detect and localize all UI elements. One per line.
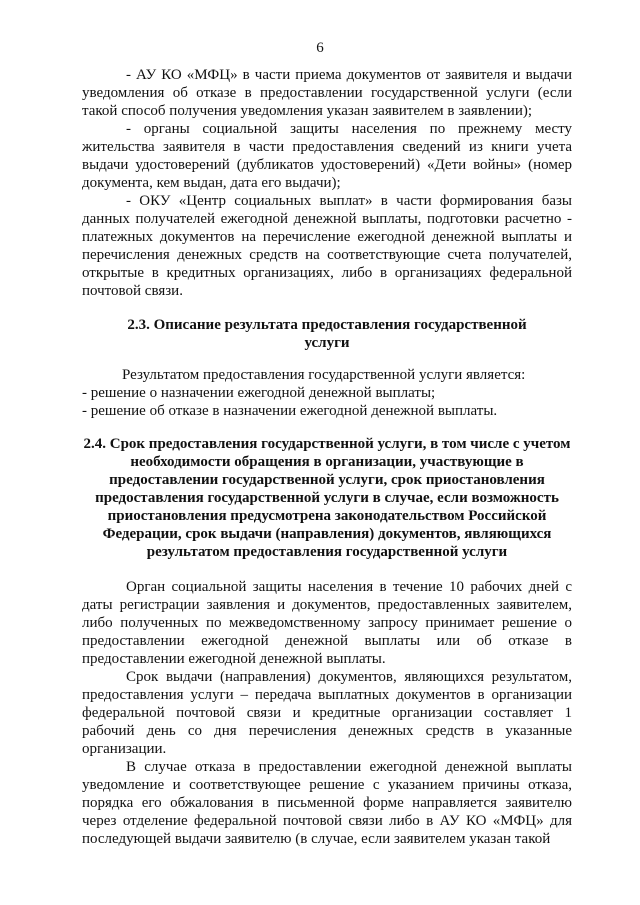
paragraph-refusal-notice: В случае отказа в предоставлении ежегодной денежной выплаты уведомление и соответствующее решение с указанием причины отказа, порядка его обжалования в письменной форме направляется заявителю через отделение федеральной почтовой связи либо в АУ КО «МФЦ» для последующей выдачи заявителю (в случае, если заявителем указан такой	[82, 759, 572, 847]
paragraph-issuance-term: Срок выдачи (направления) документов, являющихся результатом, предоставления услуги – передача выплатных документов в организации федеральной почтовой связи и кредитные организации составляет 1 рабочий день со дня перечисления денежных средств в указанные организации.	[82, 669, 572, 757]
section-2-4-body	[82, 578, 572, 848]
section-2-3-heading-line1: 2.3. Описание результата предоставления государственной	[127, 317, 527, 333]
result-item-grant: - решение о назначении ежегодной денежной выплаты;	[82, 385, 436, 401]
paragraph-oku: - ОКУ «Центр социальных выплат» в части формирования базы данных получателей ежегодной денежной выплаты, подготовки расчетно - платежных документов на перечисление ежегодной денежной выплаты и перечисления денежных средств на соответствующие счета получателей, открытые в кредитных организациях, либо в организациях федеральной почтовой связи.	[82, 193, 572, 299]
paragraph-decision-term: Орган социальной защиты населения в течение 10 рабочих дней с даты регистрации заявления и документов, предоставленных заявителем, либо полученных по межведомственному запросу принимает решение о предоставлении ежегодной денежной выплаты или об отказе в предоставлении ежегодной денежной выплаты.	[82, 579, 572, 667]
section-2-4-heading-text: 2.4. Срок предоставления государственной услуги, в том числе с учетом необходимости обращения в организации, участвующие в предоставлении государственной услуги, срок приостановления предоставления государственной услуги в случае, если возможность приостановления предусмотрена законодательством Российской Федерации, срок выдачи (направления) документов, являющихся результатом предоставления государственной услуги	[83, 436, 571, 560]
section-2-3-heading	[82, 316, 572, 352]
intro-participants-list	[82, 66, 572, 300]
result-item-refusal: - решение об отказе в назначении ежегодной денежной выплаты.	[82, 403, 498, 419]
section-2-4-heading	[78, 435, 576, 561]
page-number: 6	[316, 40, 324, 56]
section-2-3-heading-line2: услуги	[304, 335, 350, 351]
paragraph-social-protection: - органы социальной защиты населения по прежнему месту жительства заявителя в части предоставления сведений из книги учета выдачи удостоверений (дубликатов удостоверений) «Дети войны» (номер документа, кем выдан, дата его выдачи);	[82, 121, 572, 191]
paragraph-mfc: - АУ КО «МФЦ» в части приема документов от заявителя и выдачи уведомления об отказе в предоставлении государственной услуги (если такой способ получения уведомления указан заявителем в заявлении);	[82, 67, 572, 119]
section-2-3-lead: Результатом предоставления государственной услуги является:	[122, 367, 526, 383]
section-2-3-body	[82, 366, 572, 420]
